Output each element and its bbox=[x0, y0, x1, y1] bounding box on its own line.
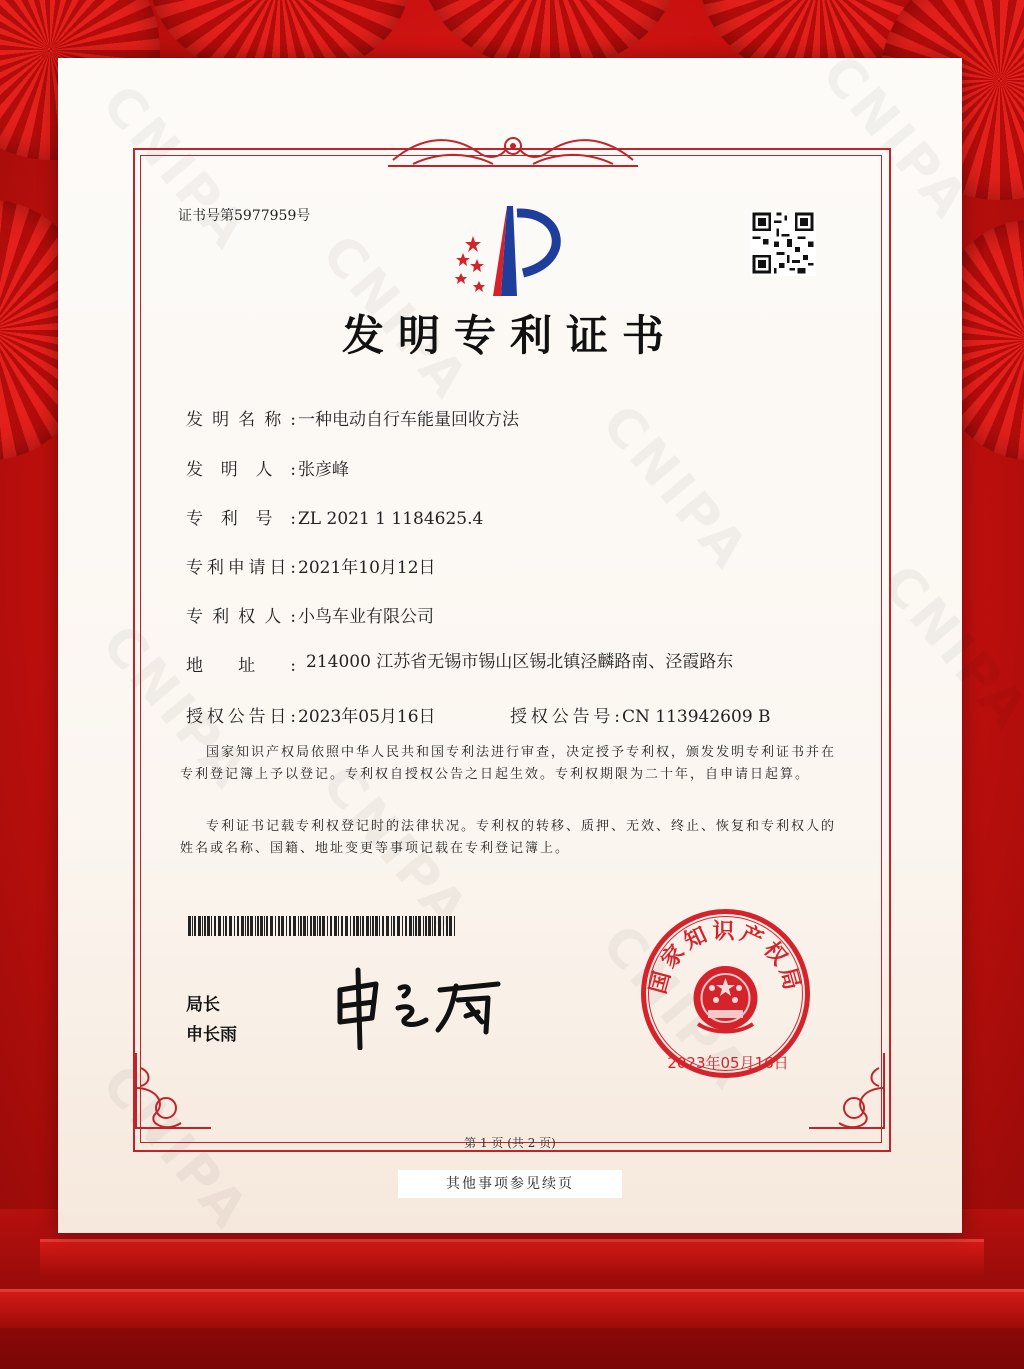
seal-date: 2023年05月16日 bbox=[667, 1054, 789, 1072]
corner-ornament-icon bbox=[804, 1048, 894, 1138]
field-invention-name: 发明名称: 一种电动自行车能量回收方法 bbox=[186, 410, 519, 430]
page-number: 第 1 页 (共 2 页) bbox=[464, 1136, 556, 1150]
field-patentee: 专利权人: 小鸟车业有限公司 bbox=[186, 607, 434, 627]
field-inventor: 发明人: 张彦峰 bbox=[186, 460, 349, 480]
seal-text: 国家知识产权局 bbox=[645, 919, 806, 997]
continued-page-note: 其他事项参见续页 bbox=[398, 1170, 622, 1198]
dragon-ornament-icon bbox=[383, 130, 643, 170]
certificate-number: 证书号第5977959号 bbox=[178, 208, 311, 224]
field-grant-date: 授权公告日: 2023年05月16日 bbox=[186, 707, 436, 727]
certificate-paragraph: 国家知识产权局依照中华人民共和国专利法进行审查，决定授予专利权，颁发发明专利证书并在专利登记簿上予以登记。专利权自授权公告之日起生效。专利权期限为二十年，自申请日起算。 bbox=[180, 745, 837, 782]
watermark bbox=[870, 554, 1024, 742]
field-grant-number: 授权公告号: CN 113942609 B bbox=[510, 707, 771, 727]
field-patent-number: 专利号: ZL 2021 1 1184625.4 bbox=[186, 509, 484, 529]
certificate-paper bbox=[58, 58, 962, 1233]
director-name: 申长雨 bbox=[186, 1025, 237, 1045]
qr-code-icon bbox=[750, 210, 816, 276]
cnipa-logo-icon bbox=[443, 201, 583, 301]
corner-ornament-icon bbox=[126, 1048, 216, 1138]
certificate-title: 发明专利证书 bbox=[341, 311, 678, 360]
field-address-value: 214000 江苏省无锡市锡山区锡北镇泾麟路南、泾霞路东 bbox=[306, 652, 734, 672]
director-signature-icon bbox=[328, 960, 528, 1050]
director-title: 局长 bbox=[186, 995, 220, 1015]
certificate-paragraph: 专利证书记载专利权登记时的法律状况。专利权的转移、质押、无效、终止、恢复和专利权人的姓名或名称、国籍、地址变更等事项记载在专利登记簿上。 bbox=[180, 819, 837, 856]
field-address-label: 地址: bbox=[186, 656, 296, 676]
barcode-icon bbox=[188, 916, 458, 936]
field-filing-date: 专利申请日: 2021年10月12日 bbox=[186, 558, 436, 578]
stage-decoration bbox=[0, 1209, 1024, 1369]
